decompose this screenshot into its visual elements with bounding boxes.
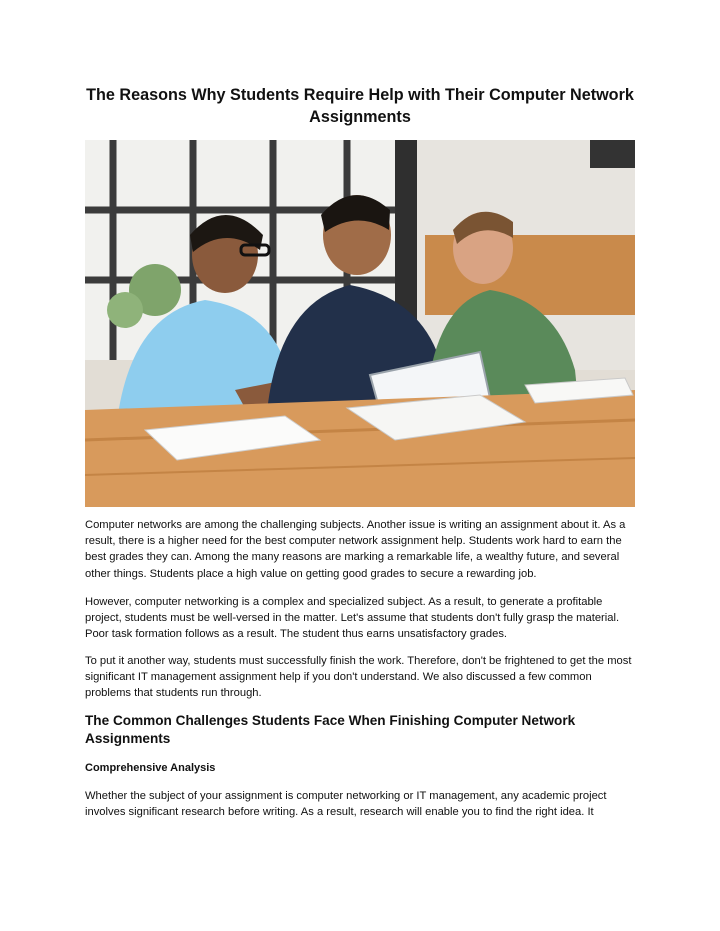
students-photo	[85, 140, 635, 507]
conclusion-paragraph: To put it another way, students must successfully finish the work. Therefore, don't be frightened to get the most significant IT management assignment help if you don't understand. We also discussed a few common problems that students run through.	[85, 655, 632, 700]
analysis-paragraph: Whether the subject of your assignment is computer networking or IT management, any academic project involves significant research before writing. As a result, research will enable you to find the right idea. It	[85, 790, 607, 819]
document-title: The Reasons Why Students Require Help with Their Computer Network Assignments	[86, 86, 634, 126]
intro-paragraph: Computer networks are among the challenging subjects. Another issue is writing an assignment about it. As a result, there is a higher need for the best computer network assignment help. Students work hard to earn the best grades they can. Among the many reasons are marking a remarkable life, a wealthy future, and several other things. Students place a high value on getting good grades to secure a rewarding job.	[85, 519, 626, 580]
complexity-paragraph: However, computer networking is a complex and specialized subject. As a result, to generate a profitable project, students must be well-versed in the matter. Let's assume that students don't fully grasp the material. Poor task formation follows as a result. The student thus earns unsatisfactory grades.	[85, 596, 620, 641]
section-heading: The Common Challenges Students Face When Finishing Computer Network Assignments	[85, 713, 576, 746]
subsection-heading: Comprehensive Analysis	[85, 762, 216, 774]
